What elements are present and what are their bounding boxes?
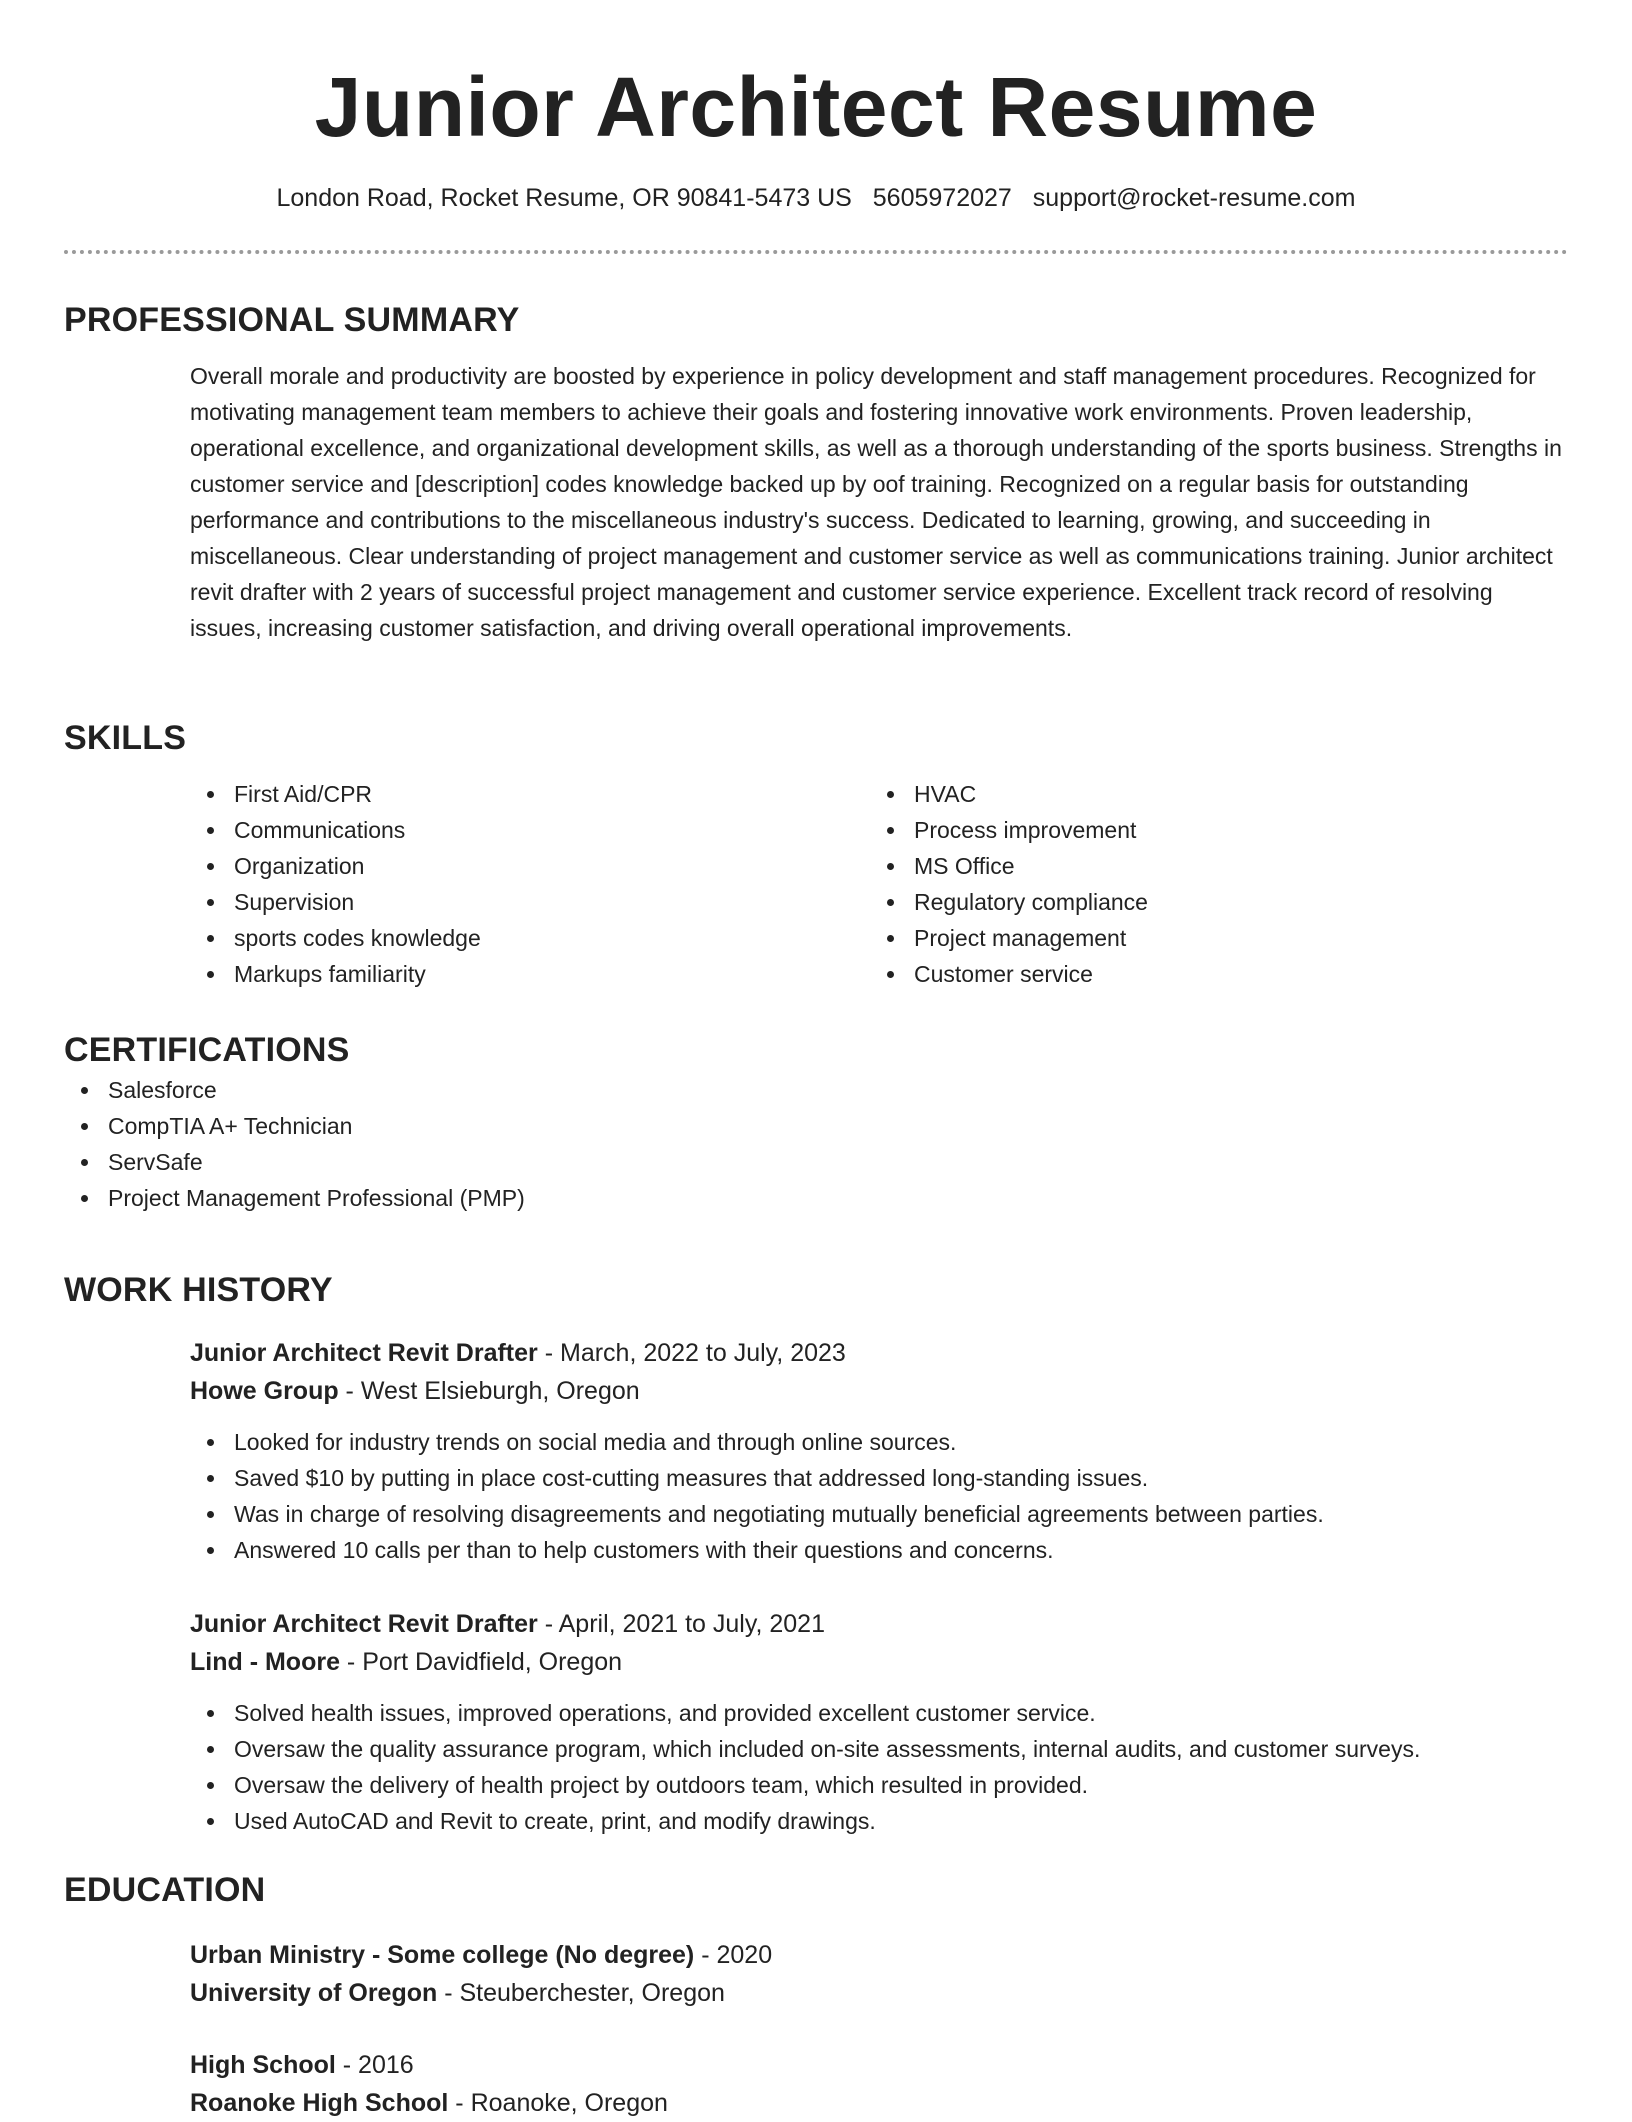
education-location: - Roanoke, Oregon <box>448 2089 668 2117</box>
education-year: - 2016 <box>335 2051 414 2079</box>
education-entry <box>64 2046 1568 2122</box>
job-company-line <box>190 1372 1568 1410</box>
skill-item: First Aid/CPR <box>190 776 870 812</box>
skill-item: Process improvement <box>870 812 1550 848</box>
job-entry <box>64 1605 1568 1839</box>
work-history-section <box>64 1268 1568 1312</box>
header-divider <box>64 250 1568 254</box>
skills-heading: SKILLS <box>64 719 187 757</box>
job-duty: Oversaw the quality assurance program, which included on-site assessments, internal audits, and customer surveys. <box>190 1731 1568 1767</box>
job-duty: Used AutoCAD and Revit to create, print, and modify drawings. <box>190 1803 1568 1839</box>
job-duty: Was in charge of resolving disagreements and negotiating mutually beneficial agreements between parties. <box>190 1496 1568 1532</box>
job-duty: Oversaw the delivery of health project by outdoors team, which resulted in provided. <box>190 1767 1568 1803</box>
education-location: - Steuberchester, Oregon <box>437 1979 725 2007</box>
contact-line <box>0 180 1632 216</box>
job-duty: Solved health issues, improved operations, and provided excellent customer service. <box>190 1695 1568 1731</box>
summary-heading: PROFESSIONAL SUMMARY <box>64 301 520 339</box>
certification-item: Salesforce <box>64 1072 1568 1108</box>
skill-item: Organization <box>190 848 870 884</box>
job-duties-list <box>190 1424 1568 1568</box>
certification-item: Project Management Professional (PMP) <box>64 1180 1568 1216</box>
certification-item: CompTIA A+ Technician <box>64 1108 1568 1144</box>
education-degree-line <box>190 1936 1568 1974</box>
job-location: - Port Davidfield, Oregon <box>339 1648 623 1676</box>
certifications-section <box>64 1028 1568 1216</box>
contact-address: London Road, Rocket Resume, OR 90841-5473 US <box>276 184 852 212</box>
job-duty: Looked for industry trends on social media and through online sources. <box>190 1424 1568 1460</box>
skill-item: Supervision <box>190 884 870 920</box>
job-company: Lind - Moore <box>190 1648 340 1676</box>
education-school-line <box>190 1974 1568 2012</box>
skills-section <box>64 716 1568 992</box>
job-title-line <box>190 1605 1568 1643</box>
skill-item: HVAC <box>870 776 1550 812</box>
job-duties-list <box>190 1695 1568 1839</box>
skills-list-left <box>190 776 870 992</box>
skills-columns <box>190 776 1568 992</box>
education-degree: High School <box>190 2051 336 2079</box>
job-title: Junior Architect Revit Drafter <box>190 1339 538 1367</box>
education-section <box>64 1868 1568 1912</box>
contact-email: support@rocket-resume.com <box>1032 184 1356 212</box>
education-degree: Urban Ministry - Some college (No degree) <box>190 1941 695 1969</box>
skill-item: sports codes knowledge <box>190 920 870 956</box>
job-entry <box>64 1334 1568 1568</box>
education-heading: EDUCATION <box>64 1871 266 1909</box>
job-company-line <box>190 1643 1568 1681</box>
skill-item: Customer service <box>870 956 1550 992</box>
education-entry <box>64 1936 1568 2012</box>
certifications-list <box>64 1072 1568 1216</box>
education-school: University of Oregon <box>190 1979 438 2007</box>
work-history-heading: WORK HISTORY <box>64 1271 333 1309</box>
job-company: Howe Group <box>190 1377 339 1405</box>
education-school-line <box>190 2084 1568 2122</box>
skill-item: Regulatory compliance <box>870 884 1550 920</box>
job-dates: - April, 2021 to July, 2021 <box>537 1610 825 1638</box>
education-year: - 2020 <box>694 1941 773 1969</box>
skills-list-right <box>870 776 1550 992</box>
skill-item: Communications <box>190 812 870 848</box>
job-title: Junior Architect Revit Drafter <box>190 1610 538 1638</box>
contact-phone: 5605972027 <box>872 184 1012 212</box>
job-title-line <box>190 1334 1568 1372</box>
skill-item: MS Office <box>870 848 1550 884</box>
education-degree-line <box>190 2046 1568 2084</box>
certifications-heading: CERTIFICATIONS <box>64 1031 350 1069</box>
skill-item: Markups familiarity <box>190 956 870 992</box>
summary-section <box>64 298 1568 646</box>
job-duty: Saved $10 by putting in place cost-cutting measures that addressed long-standing issues. <box>190 1460 1568 1496</box>
job-dates: - March, 2022 to July, 2023 <box>537 1339 846 1367</box>
skill-item: Project management <box>870 920 1550 956</box>
resume-title: Junior Architect Resume <box>314 60 1318 154</box>
summary-text: Overall morale and productivity are boosted by experience in policy development and staff management procedures. Recognized for motivating management team members to achieve their goals and fostering innovative work environments. Proven leadership, operational excellence, and organizational development skills, as well as a thorough understanding of the sports business. Strengths in customer service and [description] codes knowledge backed up by oof training. Recognized on a regular basis for outstanding performance and contributions to the miscellaneous industry's success. Dedicated to learning, growing, and succeeding in miscellaneous. Clear understanding of project management and customer service as well as communications training. Junior architect revit drafter with 2 years of successful project management and customer service experience. Excellent track record of resolving issues, increasing customer satisfaction, and driving overall operational improvements. <box>190 363 1562 641</box>
certification-item: ServSafe <box>64 1144 1568 1180</box>
job-duty: Answered 10 calls per than to help customers with their questions and concerns. <box>190 1532 1568 1568</box>
education-school: Roanoke High School <box>190 2089 449 2117</box>
job-location: - West Elsieburgh, Oregon <box>338 1377 640 1405</box>
